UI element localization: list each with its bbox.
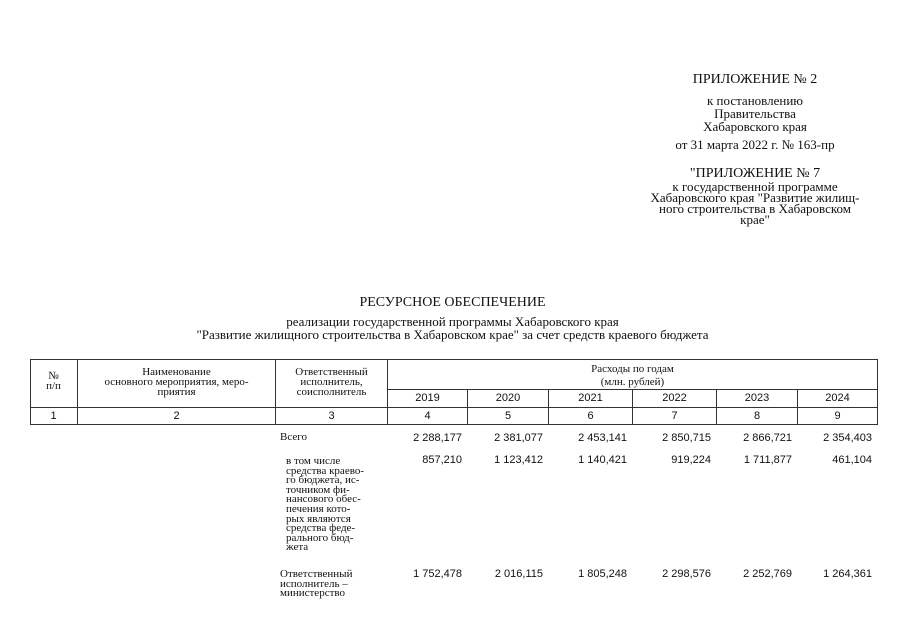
appendix-7-line-2: Хабаровского края "Развитие жилищ- <box>650 190 860 205</box>
column-number: 6 <box>587 410 594 422</box>
header-executor-line-1: Ответственный <box>295 366 368 378</box>
row-value: 2 866,721 <box>743 432 792 444</box>
row-value: 1 140,421 <box>578 454 627 466</box>
appendix-7-line-3: ного строительства в Хабаровском <box>659 201 851 216</box>
header-year: 2024 <box>825 392 850 404</box>
row-label-line: точником фи- <box>286 483 350 496</box>
header-executor-line-3: соисполнитель <box>296 386 367 398</box>
header-name-line-2: основного мероприятия, меро- <box>104 376 249 388</box>
row-value: 2 453,141 <box>578 432 627 444</box>
column-number: 9 <box>834 410 841 422</box>
header-name-line-1: Наименование <box>142 366 211 378</box>
row-value: 2 252,769 <box>743 568 792 580</box>
row-label-line: исполнитель – <box>280 577 348 590</box>
column-number: 2 <box>173 410 180 422</box>
appendix-2-line-2: Правительства <box>714 106 796 121</box>
appendix-7-line-1: к государственной программе <box>672 179 838 194</box>
row-label <box>280 433 385 443</box>
row-label <box>280 570 385 599</box>
column-number: 1 <box>50 410 57 422</box>
row-value: 2 354,403 <box>823 432 872 444</box>
appendix-7-title: "ПРИЛОЖЕНИЕ № 7 <box>689 166 821 181</box>
header-expenses-cell <box>388 363 877 389</box>
row-label-line: в том числе <box>286 455 341 467</box>
appendix-2-decree-lines <box>615 94 895 133</box>
row-value: 2 298,576 <box>662 568 711 580</box>
document-subtitle <box>0 315 905 341</box>
header-number-line-2: п/п <box>46 380 61 392</box>
row-value: 1 123,412 <box>494 454 543 466</box>
appendix-2-line-3: Хабаровского края <box>703 119 807 134</box>
header-executor-line-2: исполнитель, <box>300 376 363 388</box>
header-number-cell <box>30 371 77 391</box>
column-number: 5 <box>504 410 512 422</box>
document-title: РЕСУРСНОЕ ОБЕСПЕЧЕНИЕ <box>359 295 546 310</box>
row-label-line: средства краево- <box>286 464 364 477</box>
row-label-line: средства феде- <box>286 522 356 535</box>
appendix-7-line-4: крае" <box>740 212 770 227</box>
row-label-line: печения кото- <box>286 502 351 515</box>
row-value: 461,104 <box>832 454 872 466</box>
column-number: 7 <box>671 410 678 422</box>
table-header-bottom <box>30 407 878 408</box>
row-label-line: Всего <box>280 431 307 443</box>
row-value: 2 850,715 <box>662 432 711 444</box>
table-numbers-bottom <box>30 424 878 425</box>
header-executor-cell <box>276 367 387 397</box>
document-subtitle-line-1: реализации государственной программы Хабаровского края <box>286 314 619 329</box>
row-value: 1 805,248 <box>578 568 627 580</box>
row-value: 857,210 <box>422 454 462 466</box>
row-label-line: министерство <box>280 587 346 600</box>
header-expenses-line-2: (млн. рублей) <box>600 376 665 388</box>
header-year: 2019 <box>415 392 440 404</box>
row-value: 2 381,077 <box>494 432 543 444</box>
header-name-cell <box>78 367 275 397</box>
row-label-line: Ответственный <box>280 568 353 580</box>
row-label-line: нансового обес- <box>286 493 361 506</box>
row-label-line: рых являются <box>286 512 351 525</box>
row-value: 1 264,361 <box>823 568 872 580</box>
appendix-7-program-lines <box>615 181 895 225</box>
row-label-line: рального бюд- <box>286 531 354 544</box>
appendix-2-title: ПРИЛОЖЕНИЕ № 2 <box>692 72 818 87</box>
header-year: 2021 <box>578 392 603 404</box>
appendix-2-date: от 31 марта 2022 г. № 163-пр <box>675 137 835 152</box>
header-expenses-line-1: Расходы по годам <box>591 363 674 375</box>
row-label <box>286 457 386 553</box>
row-label-line: жета <box>286 541 309 554</box>
table-border-top <box>30 359 878 360</box>
column-number: 4 <box>424 410 431 422</box>
row-value: 2 016,115 <box>494 568 543 580</box>
column-number: 8 <box>753 410 761 422</box>
document-subtitle-line-2: "Развитие жилищного строительства в Хабаровском крае" за счет средств краевого бюджета <box>196 327 709 342</box>
appendix-2-line-1: к постановлению <box>706 93 804 108</box>
row-value: 1 711,877 <box>743 454 792 466</box>
row-value: 1 752,478 <box>413 568 462 580</box>
row-value: 919,224 <box>671 454 711 466</box>
header-name-line-3: приятия <box>157 386 196 398</box>
header-year: 2022 <box>662 392 687 404</box>
header-year: 2023 <box>744 392 770 404</box>
column-number: 3 <box>328 410 335 422</box>
row-value: 2 288,177 <box>413 432 462 444</box>
table-border-right <box>877 359 878 424</box>
header-year: 2020 <box>495 392 521 404</box>
header-number-line-1: № <box>48 370 59 382</box>
row-label-line: го бюджета, ис- <box>286 474 360 487</box>
